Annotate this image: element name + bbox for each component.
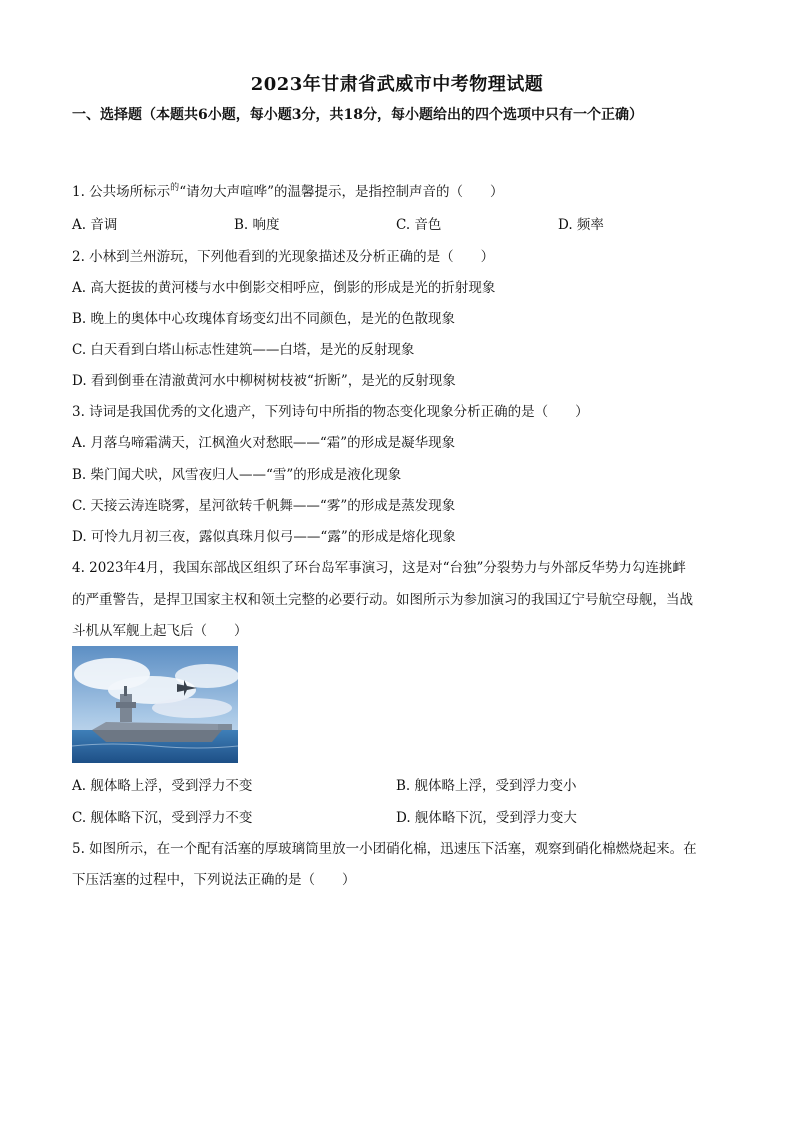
question-4-stem-line-1: 4. 2023年4月，我国东部战区组织了环台岛军事演习，这是对“台独”分裂势力与外部反华势力勾连挑衅 bbox=[72, 560, 686, 576]
page-title: 2023年甘肃省武威市中考物理试题 bbox=[250, 74, 544, 95]
question-2-stem: 2. 小林到兰州游玩，下列他看到的光现象描述及分析正确的是（ ） bbox=[72, 249, 495, 265]
question-3-option-c: C. 天接云涛连晓雾，星河欲转千帆舞——“雾”的形成是蒸发现象 bbox=[72, 498, 456, 514]
question-3-option-a: A. 月落乌啼霜满天，江枫渔火对愁眠——“霜”的形成是凝华现象 bbox=[72, 435, 456, 451]
question-1-option-d: D. 频率 bbox=[558, 217, 604, 233]
aircraft-carrier-illustration bbox=[72, 646, 238, 763]
question-1-option-c: C. 音色 bbox=[396, 217, 442, 233]
question-4-option-c: C. 舰体略下沉，受到浮力不变 bbox=[72, 810, 253, 826]
question-4-option-d: D. 舰体略下沉，受到浮力变大 bbox=[396, 810, 577, 826]
question-1-stem-a: 1. 公共场所标示 bbox=[72, 184, 171, 200]
question-4-stem-line-2: 的严重警告，是捍卫国家主权和领土完整的必要行动。如图所示为参加演习的我国辽宁号航空母舰，当战 bbox=[72, 592, 693, 608]
question-2-option-a: A. 高大挺拔的黄河楼与水中倒影交相呼应，倒影的形成是光的折射现象 bbox=[72, 280, 496, 296]
question-4-option-a: A. 舰体略上浮，受到浮力不变 bbox=[72, 778, 253, 794]
question-1-option-a: A. 音调 bbox=[72, 217, 118, 233]
aircraft-carrier-photo bbox=[72, 646, 238, 763]
question-5-stem-line-1: 5. 如图所示，在一个配有活塞的厚玻璃筒里放一小团硝化棉，迅速压下活塞，观察到硝化棉燃烧起来。在 bbox=[72, 841, 697, 857]
question-4-stem-line-3: 斗机从军舰上起飞后（ ） bbox=[72, 623, 248, 639]
section-heading: 一、选择题（本题共6小题，每小题3分，共18分，每小题给出的四个选项中只有一个正确） bbox=[72, 107, 643, 123]
question-3-option-d: D. 可怜九月初三夜，露似真珠月似弓——“露”的形成是熔化现象 bbox=[72, 529, 456, 545]
question-4-option-b: B. 舰体略上浮，受到浮力变小 bbox=[396, 778, 577, 794]
question-2-option-b: B. 晚上的奥体中心玫瑰体育场变幻出不同颜色，是光的色散现象 bbox=[72, 311, 456, 327]
question-1-stem bbox=[72, 180, 504, 200]
question-2-option-c: C. 白天看到白塔山标志性建筑——白塔，是光的反射现象 bbox=[72, 342, 415, 358]
question-1-stem-sup: 的 bbox=[170, 183, 180, 193]
question-3-stem: 3. 诗词是我国优秀的文化遗产，下列诗句中所指的物态变化现象分析正确的是（ ） bbox=[72, 404, 589, 420]
question-1-option-b: B. 响度 bbox=[234, 217, 280, 233]
question-5-stem-line-2: 下压活塞的过程中，下列说法正确的是（ ） bbox=[72, 872, 356, 888]
question-3-option-b: B. 柴门闻犬吠，风雪夜归人——“雪”的形成是液化现象 bbox=[72, 467, 402, 483]
question-2-option-d: D. 看到倒垂在清澈黄河水中柳树树枝被“折断”，是光的反射现象 bbox=[72, 373, 456, 389]
question-1-stem-b: “请勿大声喧哗”的温馨提示，是指控制声音的（ ） bbox=[179, 184, 504, 200]
